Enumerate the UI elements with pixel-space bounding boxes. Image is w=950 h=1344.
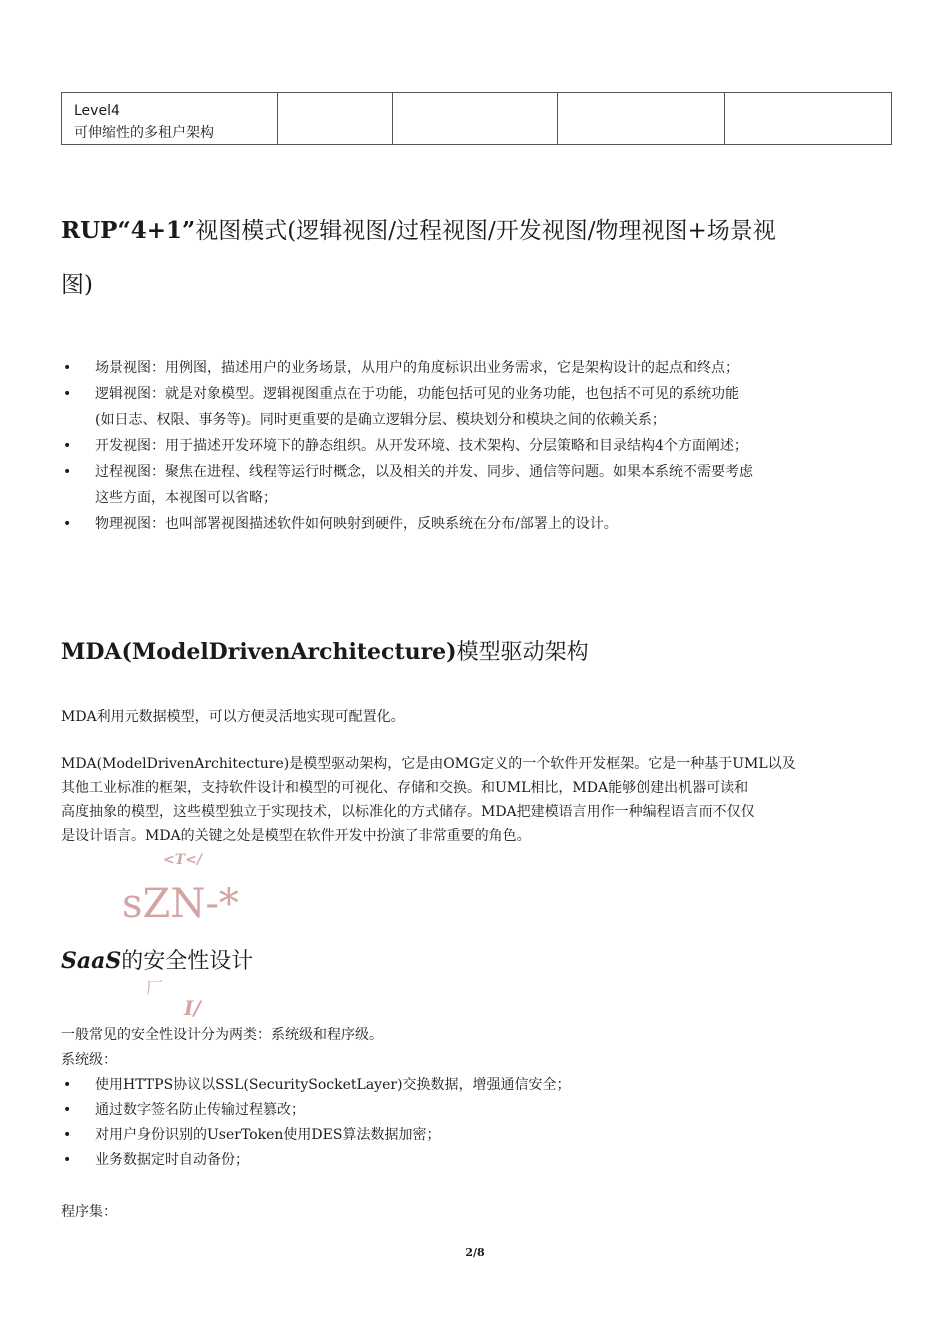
list-item	[61, 433, 925, 459]
list-item: • 通过数字签名防止传输过程篡改；	[61, 1098, 925, 1123]
table-cell-level	[62, 93, 278, 145]
rup-heading-line2: 图)	[61, 272, 93, 298]
table-cell	[393, 93, 558, 145]
list-item: • 业务数据定时自动备份；	[61, 1148, 925, 1173]
mda-heading	[61, 635, 589, 666]
stamp-mark-small: <T</	[163, 852, 202, 868]
page-number: 2/8	[465, 1246, 485, 1259]
saas-heading-bold: SaaS	[61, 948, 122, 974]
list-item	[61, 459, 925, 511]
system-level-label: 系统级：	[61, 1052, 117, 1068]
list-item	[61, 511, 925, 537]
list-item-text: 开发视图：用于描述开发环境下的静态组织。从开发环境、技术架构、分层策略和目录结构4个方面阐述；	[95, 438, 748, 454]
rup-heading	[61, 218, 776, 244]
mda-body	[61, 752, 901, 848]
list-item	[61, 381, 925, 433]
saas-heading-rest: 的安全性设计	[121, 949, 254, 974]
level-description: 可伸缩性的多租户架构	[74, 125, 214, 141]
mda-body-line: 其他工业标准的框架，支持软件设计和模型的可视化、存储和交换。和UML相比，MDA能够创建出机器可读和	[61, 780, 749, 796]
program-level-label: 程序集：	[61, 1204, 117, 1220]
list-item-text: 这些方面，本视图可以省略；	[95, 490, 277, 506]
list-item-text: (如日志、权限、事务等)。同时更重要的是确立逻辑分层、模块划分和模块之间的依赖关系；	[95, 412, 666, 428]
rup-view-list	[61, 355, 925, 537]
saas-heading	[61, 944, 253, 975]
mda-body-line: 高度抽象的模型，这些模型独立于实现技术，以标准化的方式储存。MDA把建模语言用作一种编程语言而不仅仅	[61, 804, 755, 820]
level-table	[61, 92, 892, 145]
list-item: • 对用户身份识别的UserToken使用DES算法数据加密；	[61, 1123, 925, 1148]
table-cell	[278, 93, 393, 145]
list-item-text: 逻辑视图：就是对象模型。逻辑视图重点在于功能，功能包括可见的业务功能，也包括不可见的系统功能	[95, 386, 739, 402]
saas-security-list	[61, 1073, 925, 1173]
table-cell	[558, 93, 725, 145]
mda-heading-rest: 模型驱动架构	[456, 640, 589, 665]
stamp-mark-large: sZN-*	[122, 881, 239, 927]
level-label: Level4	[74, 103, 120, 119]
table-row	[62, 93, 892, 145]
table-cell	[725, 93, 892, 145]
list-item-text: 过程视图：聚焦在进程、线程等运行时概念，以及相关的并发、同步、通信等问题。如果本系统不需要考虑	[95, 464, 753, 480]
mda-body-line: 是设计语言。MDA的关键之处是模型在软件开发中扮演了非常重要的角色。	[61, 828, 531, 844]
saas-intro: 一般常见的安全性设计分为两类：系统级和程序级。	[61, 1027, 383, 1043]
mda-heading-bold: MDA(ModelDrivenArchitecture)	[61, 639, 457, 665]
mda-intro: MDA利用元数据模型，可以方便灵活地实现可配置化。	[61, 709, 405, 725]
stamp-mark-small: 厂	[146, 979, 163, 999]
list-item-text: 场景视图：用例图，描述用户的业务场景，从用户的角度标识出业务需求，它是架构设计的起点和终点；	[95, 360, 739, 376]
rup-heading-bold: RUP“4+1”	[61, 217, 196, 244]
stamp-mark-small: I/	[184, 996, 201, 1020]
list-item	[61, 355, 925, 381]
list-item: • 使用HTTPS协议以SSL(SecuritySocketLayer)交换数据，增强通信安全；	[61, 1073, 925, 1098]
rup-heading-rest: 视图模式(逻辑视图/过程视图/开发视图/物理视图+场景视	[195, 218, 776, 244]
mda-body-line: MDA(ModelDrivenArchitecture)是模型驱动架构，它是由OMG定义的一个软件开发框架。它是一种基于UML以及	[61, 756, 796, 772]
list-item-text: 物理视图：也叫部署视图描述软件如何映射到硬件，反映系统在分布/部署上的设计。	[95, 516, 618, 532]
